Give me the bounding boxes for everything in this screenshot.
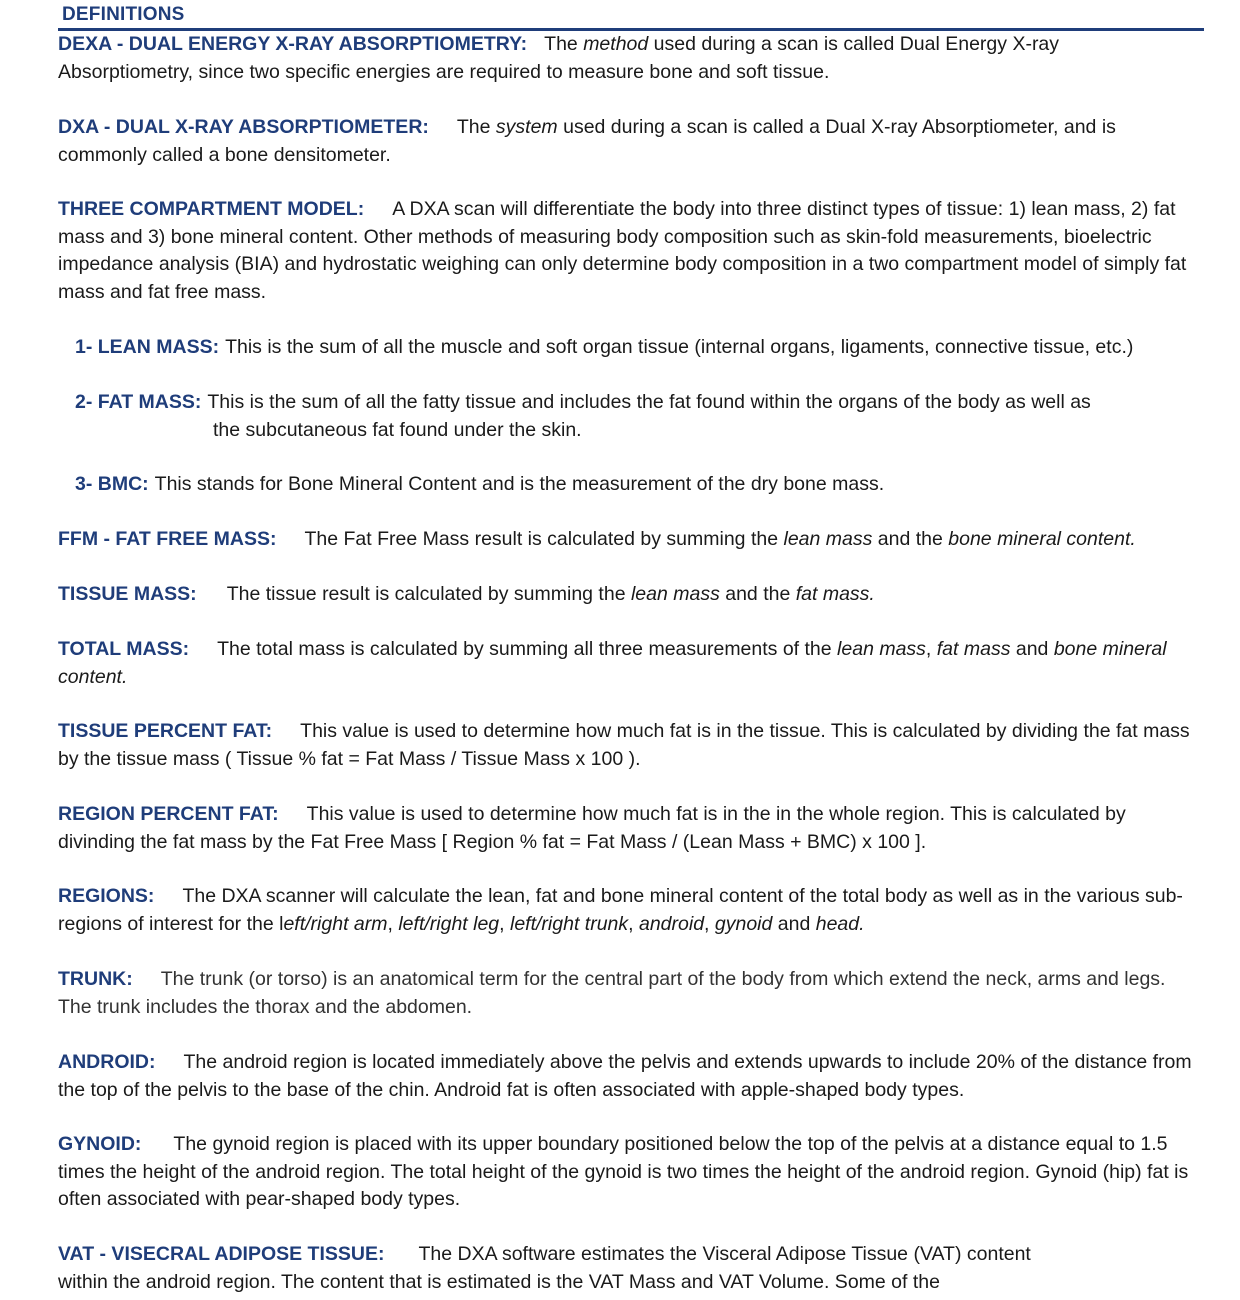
term-label: FFM - FAT FREE MASS: — [58, 528, 277, 550]
term-label: ANDROID: — [58, 1051, 156, 1073]
definition-total-mass: TOTAL MASS: The total mass is calculated by summing all three measurements of the lean mass, fat mass and bone mineral content. — [58, 638, 1167, 688]
term-label: TISSUE MASS: — [58, 583, 197, 605]
term-label: REGIONS: — [58, 885, 155, 907]
term-label: TISSUE PERCENT FAT: — [58, 720, 273, 742]
definition-fat-free-mass: FFM - FAT FREE MASS: The Fat Free Mass result is calculated by summing the lean mass and the bone mineral content. — [58, 528, 1136, 550]
term-label: TRUNK: — [58, 968, 133, 990]
definition-fat-mass: 2- FAT MASS: This is the sum of all the fatty tissue and includes the fat found within the organs of the body as well as the subcutaneous fat found under the skin. — [75, 391, 1091, 441]
definition-dxa: DXA - DUAL X-RAY ABSORPTIOMETER: The system used during a scan is called a Dual X-ray Absorptiometer, and is commonly called a bone densitometer. — [58, 116, 1116, 166]
term-label: DXA - DUAL X-RAY ABSORPTIOMETER: — [58, 116, 429, 138]
term-label: VAT - VISECRAL ADIPOSE TISSUE: — [58, 1243, 385, 1265]
definition-regions: REGIONS: The DXA scanner will calculate the lean, fat and bone mineral content of the total body as well as in the various sub-regions of interest for the left/right arm, left/right leg, left/right trunk, android, gynoid and head. — [58, 885, 1183, 935]
definition-vat: VAT - VISECRAL ADIPOSE TISSUE: The DXA software estimates the Visceral Adipose Tissue (VAT) content within the android region. The content that is estimated is the VAT Mass and VAT Volume. Some of the — [58, 1243, 1031, 1293]
definition-trunk: TRUNK: The trunk (or torso) is an anatomical term for the central part of the body from which extend the neck, arms and legs. The trunk includes the thorax and the abdomen. — [58, 968, 1166, 1018]
definition-tissue-percent-fat: TISSUE PERCENT FAT: This value is used to determine how much fat is in the tissue. This is calculated by dividing the fat mass by the tissue mass ( Tissue % fat = Fat Mass / Tissue Mass x 100 ). — [58, 720, 1190, 770]
term-label: 1- LEAN MASS: — [75, 336, 220, 358]
definition-tissue-mass: TISSUE MASS: The tissue result is calculated by summing the lean mass and the fat mass. — [58, 583, 875, 605]
term-label: TOTAL MASS: — [58, 638, 190, 660]
definition-bmc: 3- BMC: This stands for Bone Mineral Content and is the measurement of the dry bone mass. — [75, 473, 885, 495]
definition-lean-mass: 1- LEAN MASS: This is the sum of all the muscle and soft organ tissue (internal organs, ligaments, connective tissue, etc.) — [75, 336, 1134, 358]
term-label: GYNOID: — [58, 1133, 142, 1155]
term-label: REGION PERCENT FAT: — [58, 803, 279, 825]
term-label: DEXA - DUAL ENERGY X-RAY ABSORPTIOMETRY: — [58, 33, 528, 55]
heading-rule — [58, 2, 1204, 31]
definition-three-compartment-model: THREE COMPARTMENT MODEL: A DXA scan will differentiate the body into three distinct types of tissue: 1) lean mass, 2) fat mass and 3) bone mineral content. Other methods of measuring body composition such as skin-fold measurements, bioelectric impedance analysis (BIA) and hydrostatic weighing can only determine body composition in a two compartment model of simply fat mass and fat free mass. — [58, 198, 1187, 303]
term-label: 3- BMC: — [75, 473, 149, 495]
definition-dexa: DEXA - DUAL ENERGY X-RAY ABSORPTIOMETRY: The method used during a scan is called Dual Energy X-ray Absorptiometry, since two specific energies are required to measure bone and soft tissue. — [58, 33, 1060, 83]
definition-region-percent-fat: REGION PERCENT FAT: This value is used to determine how much fat is in the in the whole region. This is calculated by divinding the fat mass by the Fat Free Mass [ Region % fat = Fat Mass / (Lean Mass + BMC) x 100 ]. — [58, 803, 1126, 853]
definition-gynoid: GYNOID: The gynoid region is placed with its upper boundary positioned below the top of the pelvis at a distance equal to 1.5 times the height of the android region. The total height of the gynoid is two times the height of the android region. Gynoid (hip) fat is often associated with pear-shaped body types. — [58, 1133, 1189, 1210]
term-label: THREE COMPARTMENT MODEL: — [58, 198, 365, 220]
page-title: DEFINITIONS — [62, 4, 185, 25]
definition-android: ANDROID: The android region is located immediately above the pelvis and extends upwards to include 20% of the distance from the top of the pelvis to the base of the chin. Android fat is often associated with apple-shaped body types. — [58, 1051, 1192, 1101]
term-label: 2- FAT MASS: — [75, 391, 202, 413]
